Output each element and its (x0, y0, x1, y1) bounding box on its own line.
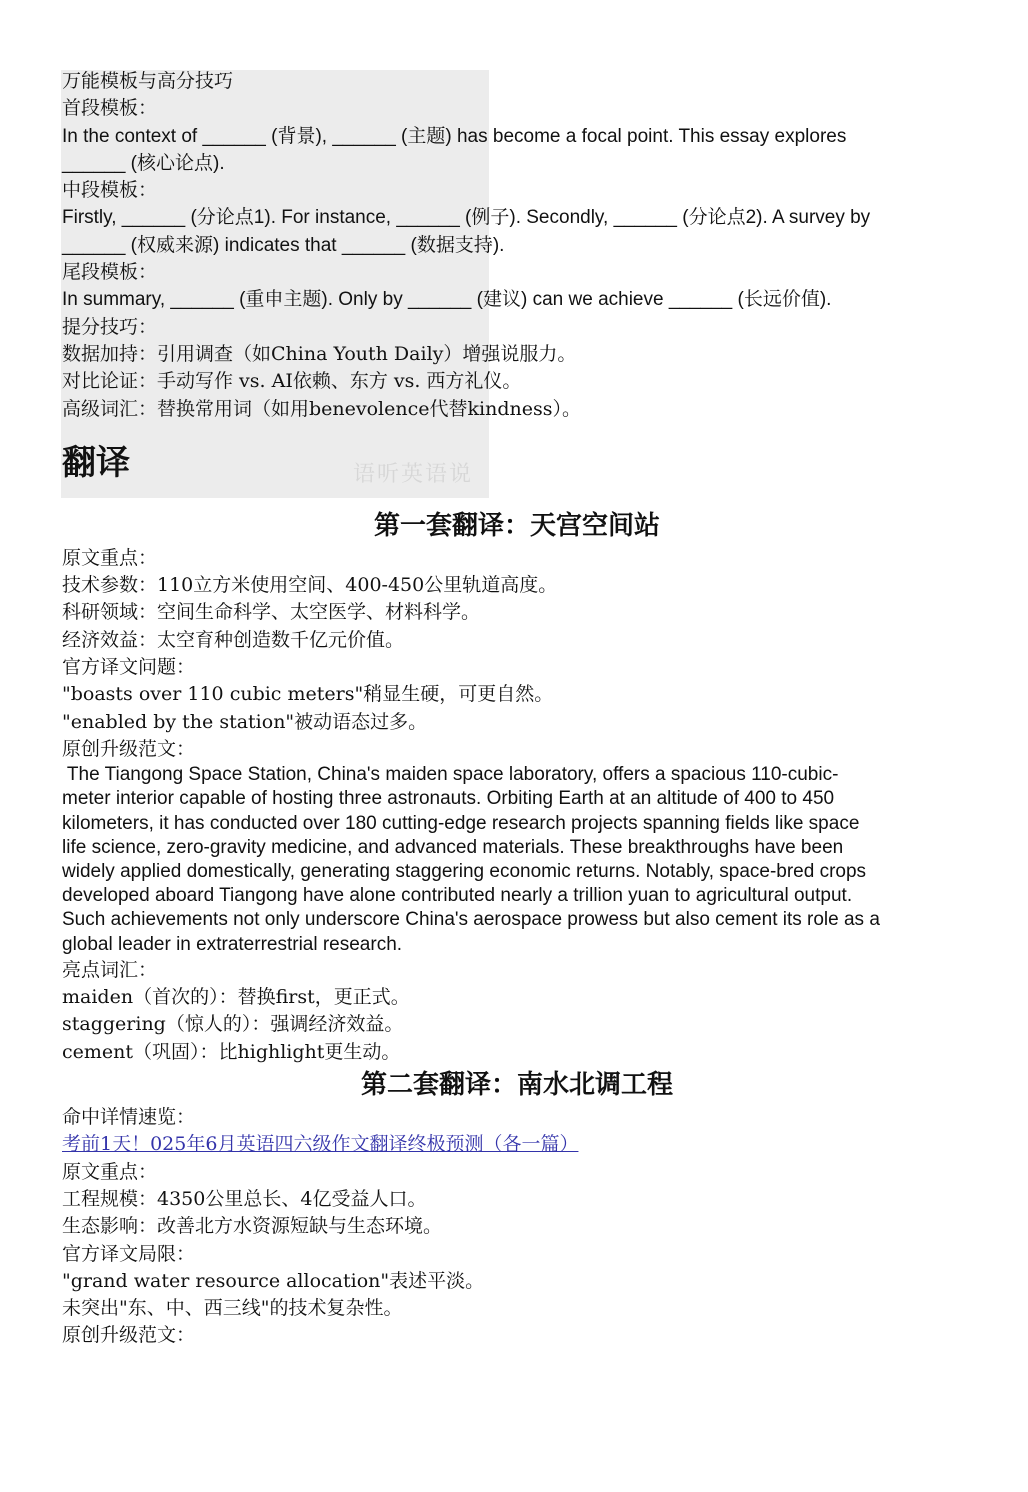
sample-paragraph (62, 763, 972, 957)
watermark-text: 语听英语说 (352, 462, 473, 487)
vocab-item: staggering（惊人的）：强调经济效益。 (62, 1013, 404, 1036)
official-issue: "boasts over 110 cubic meters"稍显生硬，可更自然。 (62, 683, 554, 706)
sample-line: life science, zero-gravity medicine, and advanced materials. These breakthroughs have been (62, 836, 844, 858)
tips-label: 提分技巧： (62, 315, 158, 338)
hit-details-label: 命中详情速览： (62, 1106, 196, 1129)
vocab-label: 亮点词汇： (62, 958, 158, 981)
end-template-label: 尾段模板： (62, 261, 158, 284)
vocab-item: maiden（首次的）：替换first，更正式。 (62, 986, 410, 1009)
prediction-link-row (62, 1131, 972, 1158)
intro-template-line: In the context of ______ (背景), ______ (主题) has become a focal point. This essay explores (62, 125, 847, 147)
template-section (62, 68, 972, 423)
key-point: 科研领域：空间生命科学、太空医学、材料科学。 (62, 601, 481, 624)
official-limits-label: 官方译文局限： (62, 1242, 196, 1265)
official-limit: "grand water resource allocation"表述平淡。 (62, 1269, 485, 1292)
sample-line: developed aboard Tiangong have alone contributed nearly a trillion yuan to agricultural output. (62, 885, 853, 907)
tip-item: 对比论证：手动写作 vs. AI依赖、东方 vs. 西方礼仪。 (62, 370, 522, 393)
sample-line: kilometers, it has conducted over 180 cutting-edge research projects spanning fields like space (62, 812, 860, 834)
intro-template-line: ______ (核心论点). (62, 152, 225, 174)
sample-line: meter interior capable of hosting three astronauts. Orbiting Earth at an altitude of 400 to 450 (62, 788, 835, 810)
sample-label: 原创升级范文： (62, 1324, 196, 1347)
middle-template-line: Firstly, ______ (分论点1). For instance, ______ (例子). Secondly, ______ (分论点2). A survey by (62, 207, 871, 229)
set1-title: 第一套翻译：天宫空间站 (373, 510, 660, 541)
key-point: 生态影响：改善北方水资源短缺与生态环境。 (62, 1215, 443, 1238)
middle-template-line: ______ (权威来源) indicates that ______ (数据支持). (62, 234, 505, 256)
tip-item: 数据加持：引用调查（如China Youth Daily）增强说服力。 (62, 342, 577, 365)
key-points-label: 原文重点： (62, 1160, 158, 1183)
key-point: 工程规模：4350公里总长、4亿受益人口。 (62, 1187, 427, 1210)
official-limit: 未突出"东、中、西三线"的技术复杂性。 (62, 1297, 403, 1320)
section-title-translation: 翻译 (62, 442, 130, 483)
tip-item: 高级词汇：替换常用词（如用benevolence代替kindness）。 (62, 397, 581, 420)
sample-line: The Tiangong Space Station, China's maiden space laboratory, offers a spacious 110-cubic- (62, 764, 839, 786)
key-point: 经济效益：太空育种创造数千亿元价值。 (62, 628, 405, 651)
translation-set-1 (62, 507, 972, 1066)
intro-template-label: 首段模板： (62, 97, 158, 120)
sample-line: Such achievements not only underscore China's aerospace prowess but also cement its role as a (62, 909, 880, 931)
official-issue: "enabled by the station"被动语态过多。 (62, 710, 428, 733)
vocab-item: cement（巩固）：比highlight更生动。 (62, 1040, 401, 1063)
prediction-link[interactable]: 考前1天！025年6月英语四六级作文翻译终极预测（各一篇） (62, 1133, 579, 1156)
template-heading: 万能模板与高分技巧 (62, 70, 234, 92)
key-point: 技术参数：110立方米使用空间、400-450公里轨道高度。 (62, 574, 558, 597)
middle-template-label: 中段模板： (62, 179, 158, 202)
sample-label: 原创升级范文： (62, 737, 196, 760)
document-page (62, 68, 972, 1350)
sample-line: widely applied domestically, generating staggering economic returns. Notably, space-bred crops (62, 861, 867, 883)
official-issues-label: 官方译文问题： (62, 656, 196, 679)
end-template-line: In summary, ______ (重申主题). Only by ______ (建议) can we achieve ______ (长远价值). (62, 289, 832, 311)
translation-set-2 (62, 1066, 972, 1350)
set2-title: 第二套翻译：南水北调工程 (360, 1070, 673, 1101)
key-points-label: 原文重点： (62, 546, 158, 569)
sample-line: global leader in extraterrestrial research. (62, 933, 403, 955)
